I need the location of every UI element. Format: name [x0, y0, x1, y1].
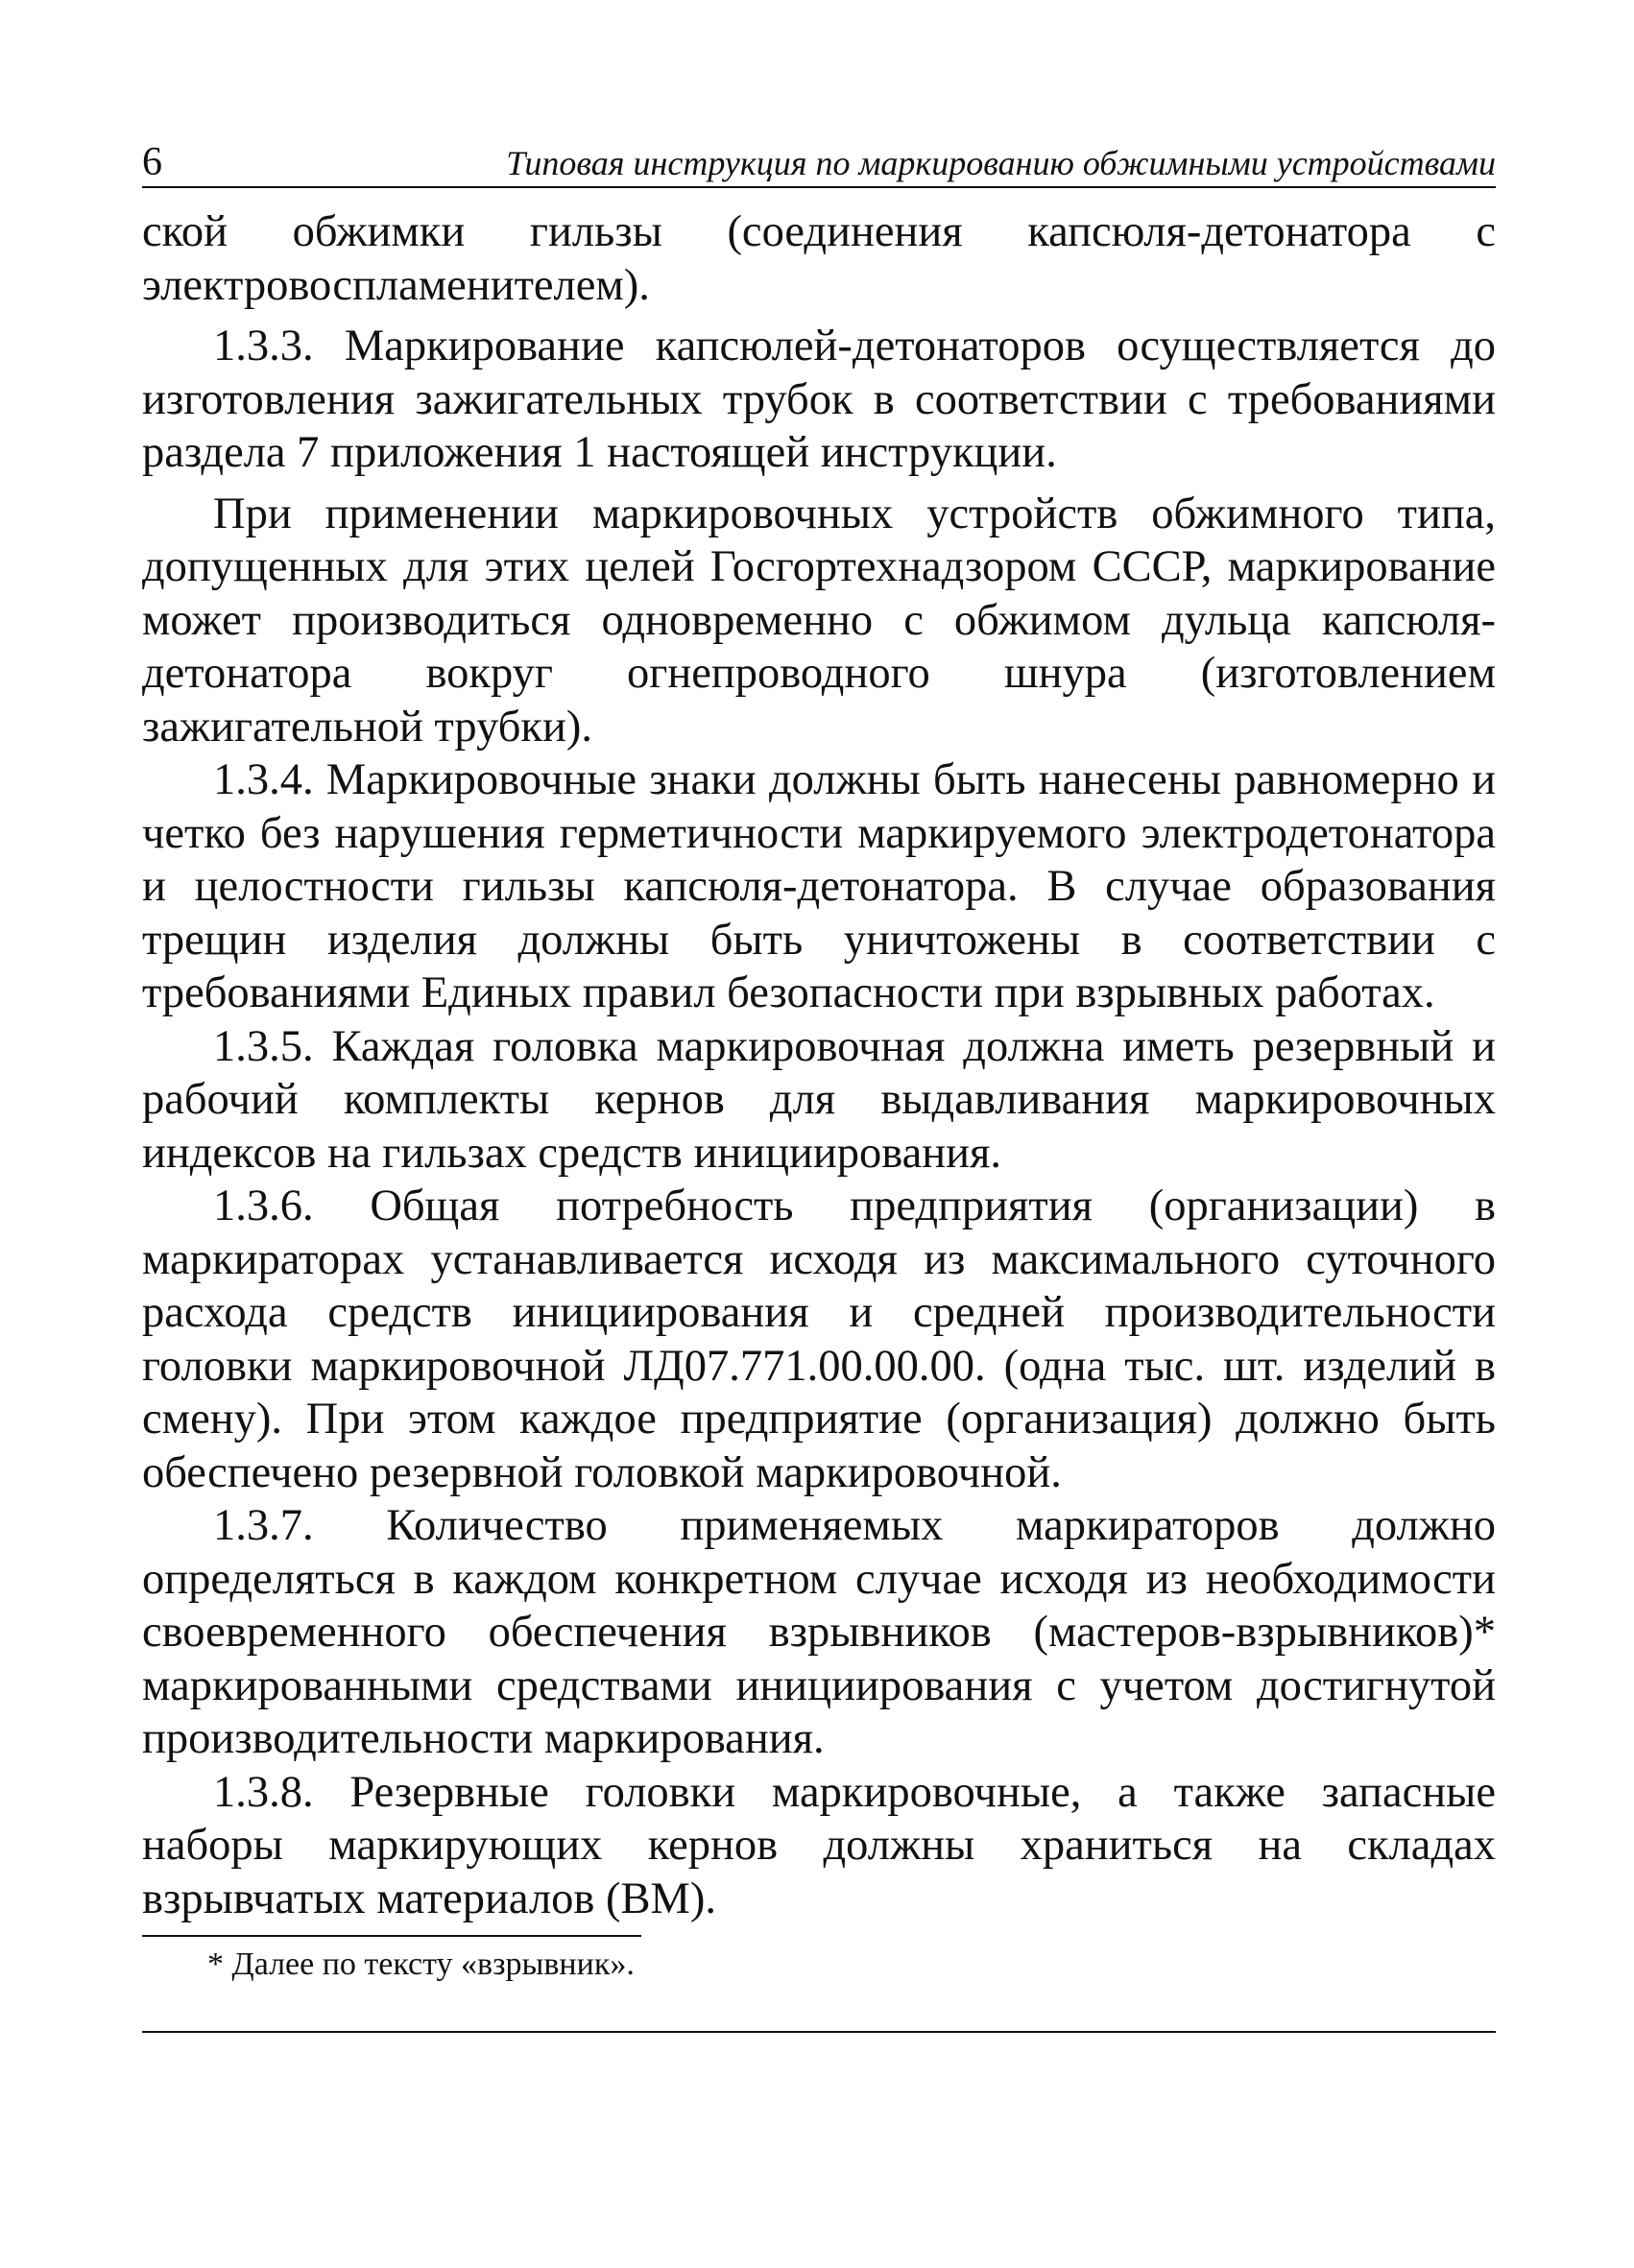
paragraph-gosgortekhnadzor: При применении маркировочных устройств обжимного типа, допущенных для этих целей Госгортехнадзором СССР, маркирование может производиться одновременно с обжимом дульца капсюля-детонатора вокруг огнепроводного шнура (изготовлением зажигательной трубки).: [142, 489, 1496, 752]
document-page: [142, 127, 1496, 2033]
paragraph-1-3-8: 1.3.8. Резервные головки маркировочные, а также запасные наборы маркирующих кернов должны храниться на складах взрывчатых материалов (ВМ).: [142, 1767, 1496, 1923]
paragraph-1-3-4: 1.3.4. Маркировочные знаки должны быть нанесены равномерно и четко без нарушения герметичности маркируемого электродетонатора и целостности гильзы капсюля-детонатора. В случае образования трещин изделия должны быть уничтожены в соответствии с требованиями Единых правил безопасности при взрывных работах.: [142, 755, 1496, 1017]
footnote-divider: [142, 1935, 641, 1937]
paragraph-1-3-3: 1.3.3. Маркирование капсюлей-детонаторов осуществляется до изготовления зажигательных трубок в соответствии с требованиями раздела 7 приложения 1 настоящей инструкции.: [142, 322, 1496, 477]
paragraph-1-3-5: 1.3.5. Каждая головка маркировочная должна иметь резервный и рабочий комплекты кернов для выдавливания маркировочных индексов на гильзах средств инициирования.: [142, 1021, 1496, 1178]
page-number: 6: [142, 140, 162, 184]
running-header: [142, 127, 1496, 188]
paragraph-continued: ской обжимки гильзы (соединения капсюля-детонатора с электровоспламенителем).: [142, 207, 1496, 310]
bottom-divider: [142, 2031, 1496, 2033]
paragraph-1-3-6: 1.3.6. Общая потребность предприятия (организации) в маркираторах устанавливается исходя из максимального суточного расхода средств инициирования и средней производительности головки маркировочной ЛД07.771.00.00.00. (одна тыс. шт. изделий в смену). При этом каждое предприятие (организация) должно быть обеспечено резервной головкой маркировочной.: [142, 1182, 1496, 1497]
body-text: [142, 205, 1496, 1925]
footnote: * Далее по тексту «взрывник».: [207, 1946, 635, 1982]
running-title: Типовая инструкция по маркированию обжимными устройствами: [506, 144, 1496, 182]
paragraph-1-3-7: 1.3.7. Количество применяемых маркираторов должно определяться в каждом конкретном случае исходя из необходимости своевременного обеспечения взрывников (мастеров-взрывников)* маркированными средствами инициирования с учетом достигнутой производительности маркирования.: [142, 1501, 1496, 1763]
